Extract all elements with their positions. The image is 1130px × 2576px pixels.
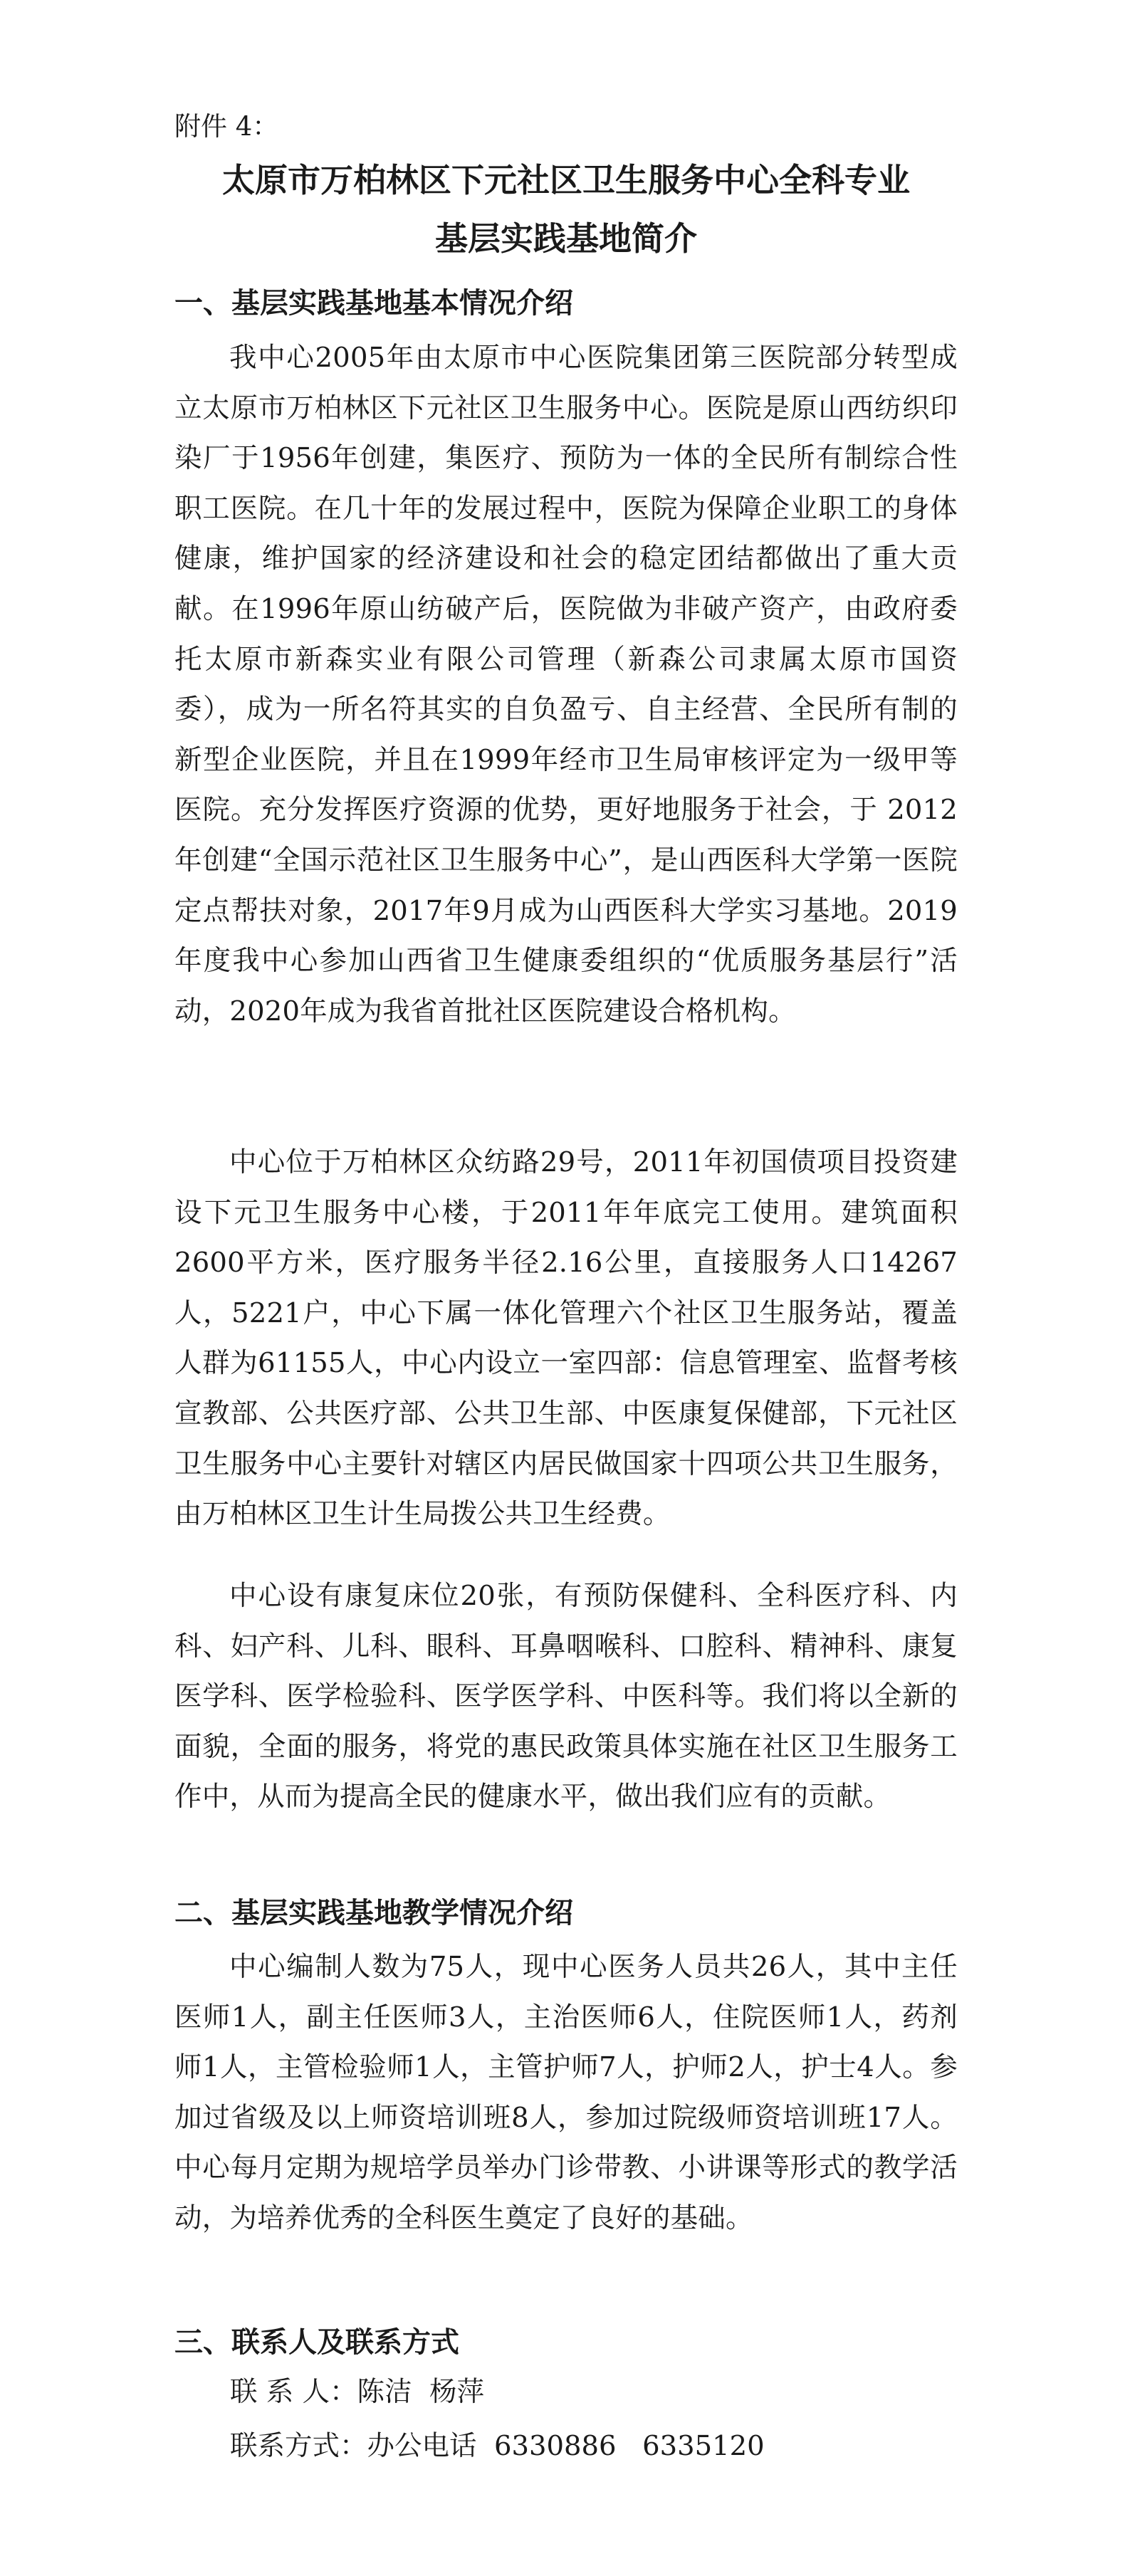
section-heading-basic-info: 一、基层实践基地基本情况介绍 <box>174 287 573 320</box>
document-title <box>174 151 958 268</box>
contact-method <box>230 2426 765 2466</box>
contact-method-label: 联系方式： <box>230 2430 367 2462</box>
paragraph-staffing: 中心编制人数为75人，现中心医务人员共26人，其中主任医师1人，副主任医师3人，主治医师6人，住院医师1人，药剂师1人，主管检验师1人，主管护师7人，护师2人，护士4人。参加过省级及以上师资培训班8人，参加过院级师资培训班17人。中心每月定期为规培学员举办门诊带教、小讲课等形式的教学活动，为培养优秀的全科医生奠定了良好的基础。 <box>174 1951 958 2234</box>
attachment-label: 附件 4： <box>174 111 279 142</box>
contact-person <box>230 2372 484 2412</box>
title-line-1: 太原市万柏林区下元社区卫生服务中心全科专业 <box>222 161 910 199</box>
paragraph-history: 我中心2005年由太原市中心医院集团第三医院部分转型成立太原市万柏林区下元社区卫生服务中心。医院是原山西纺织印染厂于1956年创建，集医疗、预防为一体的全民所有制综合性职工医院。在几十年的发展过程中，医院为保障企业职工的身体健康，维护国家的经济建设和社会的稳定团结都做出了重大贡献。在1996年原山纺破产后，医院做为非破产资产，由政府委托太原市新森实业有限公司管理（新森公司隶属太原市国资委），成为一所名符其实的自负盈亏、自主经营、全民所有制的新型企业医院，并且在1999年经市卫生局审核评定为一级甲等医院。充分发挥医疗资源的优势，更好地服务于社会，于 2012年创建“全国示范社区卫生服务中心”，是山西医科大学第一医院定点帮扶对象，2017年9月成为山西医科大学实习基地。2019年度我中心参加山西省卫生健康委组织的“优质服务基层行”活动，2020年成为我省首批社区医院建设合格机构。 <box>174 342 958 1027</box>
paragraph-location: 中心位于万柏林区众纺路29号，2011年初国债项目投资建设下元卫生服务中心楼，于2011年年底完工使用。建筑面积2600平方米，医疗服务半径2.16公里，直接服务人口14267人，5221户，中心下属一体化管理六个社区卫生服务站，覆盖人群为61155人，中心内设立一室四部：信息管理室、监督考核宣教部、公共医疗部、公共卫生部、中医康复保健部，下元社区卫生服务中心主要针对辖区内居民做国家十四项公共卫生服务，由万柏林区卫生计生局拨公共卫生经费。 <box>174 1146 958 1531</box>
paragraph-departments: 中心设有康复床位20张，有预防保健科、全科医疗科、内科、妇产科、儿科、眼科、耳鼻咽喉科、口腔科、精神科、康复医学科、医学检验科、医学医学科、中医科等。我们将以全新的面貌，全面的服务，将党的惠民政策具体实施在社区卫生服务工作中，从而为提高全民的健康水平，做出我们应有的贡献。 <box>174 1580 958 1813</box>
contact-method-value: 办公电话 6330886 6335120 <box>367 2430 765 2462</box>
contact-person-label: 联 系 人： <box>230 2376 357 2408</box>
title-line-2: 基层实践基地简介 <box>435 219 697 258</box>
contact-person-value: 陈洁 杨萍 <box>357 2376 484 2408</box>
section-heading-contact: 三、联系人及联系方式 <box>174 2326 459 2359</box>
section-heading-teaching: 二、基层实践基地教学情况介绍 <box>174 1897 573 1930</box>
